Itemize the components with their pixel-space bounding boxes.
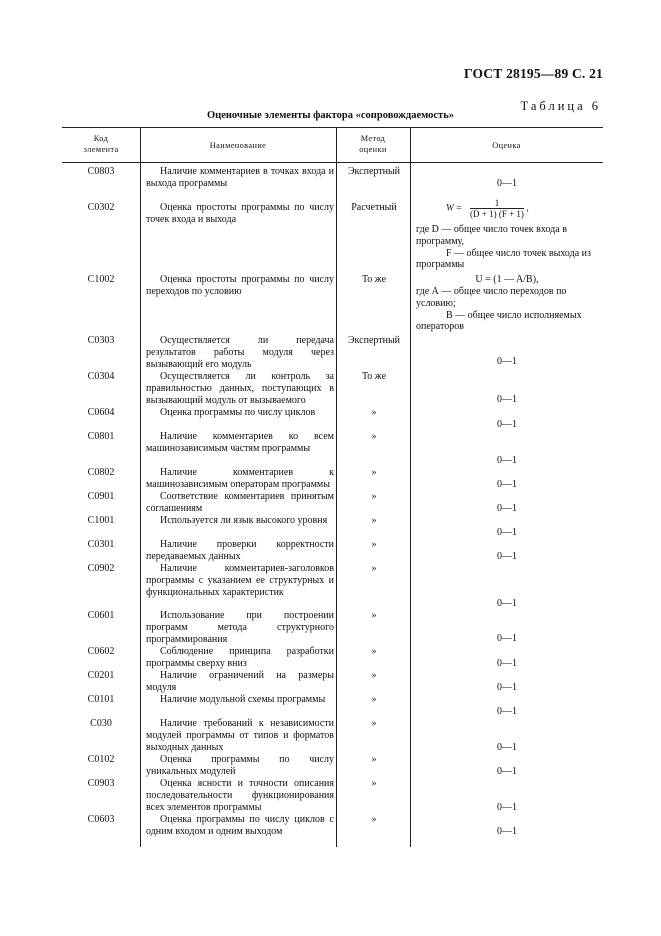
element-code: C0602 xyxy=(87,646,115,657)
element-method: Экспертный xyxy=(347,166,401,177)
element-name: Оценка ясности и точности описания последовательности функционирования всех элементов программы xyxy=(146,778,334,813)
element-score: 0—1 xyxy=(497,455,517,466)
element-code: C0301 xyxy=(87,539,115,550)
element-method: » xyxy=(371,718,377,729)
element-score: 0—1 xyxy=(497,503,517,514)
header-method-line2: оценки xyxy=(359,145,387,154)
element-name: Наличие проверки корректности передаваемых данных xyxy=(146,539,334,562)
header-score: Оценка xyxy=(492,141,521,150)
element-method: » xyxy=(371,610,377,621)
table-title: Оценочные элементы фактора «сопровождаемость» xyxy=(207,110,454,121)
element-method: » xyxy=(371,646,377,657)
element-method: То же xyxy=(361,274,387,285)
element-name: Оценка простоты программы по числу переходов по условию xyxy=(146,274,334,297)
element-method: » xyxy=(371,814,377,825)
element-code: C030 xyxy=(90,718,112,729)
element-code: C0302 xyxy=(87,202,115,213)
header-code xyxy=(62,133,140,155)
element-name: Соответствие комментариев принятым соглашениям xyxy=(146,491,334,514)
element-name: Соблюдение принципа разработки программы сверху вниз xyxy=(146,646,334,669)
element-code: C0101 xyxy=(87,694,115,705)
formula-denominator: (D + 1) (F + 1) xyxy=(470,209,524,219)
element-method: » xyxy=(371,754,377,765)
element-score: 0—1 xyxy=(497,766,517,777)
element-score: 0—1 xyxy=(497,419,517,430)
element-name: Оценка простоты программы по числу точек входа и выхода xyxy=(146,202,334,225)
element-name: Оценка программы по числу уникальных модулей xyxy=(146,754,334,777)
element-name: Наличие комментариев в точках входа и выхода программы xyxy=(146,166,334,189)
element-score: 0—1 xyxy=(497,394,517,405)
element-method: Экспертный xyxy=(347,335,401,346)
element-method: » xyxy=(371,515,377,526)
element-method: » xyxy=(371,694,377,705)
element-name: Наличие ограничений на размеры модуля xyxy=(146,670,334,693)
element-score: 0—1 xyxy=(497,356,517,367)
column-divider xyxy=(140,127,141,847)
element-score: 0—1 xyxy=(497,598,517,609)
element-code: C0102 xyxy=(87,754,115,765)
element-code: C0903 xyxy=(87,778,115,789)
element-name: Оценка программы по числу циклов с одним входом и одним выходом xyxy=(146,814,334,837)
element-score: 0—1 xyxy=(497,802,517,813)
element-code: C0201 xyxy=(87,670,115,681)
evaluation-table xyxy=(62,127,603,847)
element-name: Оценка программы по числу циклов xyxy=(160,407,316,418)
element-method: » xyxy=(371,563,377,574)
element-name: Осуществляется ли передача результатов работы модуля через вызывающий его модуль xyxy=(146,335,334,370)
formula-notes xyxy=(416,224,598,271)
element-name: Наличие требований к независимости модулей программы от типов и форматов выходных данных xyxy=(146,718,334,753)
formula-note: В — общее число исполняемых операторов xyxy=(416,309,582,333)
element-method: » xyxy=(371,407,377,418)
element-code: C1002 xyxy=(87,274,115,285)
element-code: C0902 xyxy=(87,563,115,574)
formula-fraction xyxy=(470,198,524,219)
formula-numerator: 1 xyxy=(470,198,524,209)
element-score: 0—1 xyxy=(497,479,517,490)
element-code: C1001 xyxy=(87,515,115,526)
element-code: C0802 xyxy=(87,467,115,478)
element-score: 0—1 xyxy=(497,658,517,669)
element-method: » xyxy=(371,431,377,442)
header-method xyxy=(336,133,410,155)
formula-eq: = xyxy=(456,203,462,214)
element-code: C0601 xyxy=(87,610,115,621)
header-code-line2: элемента xyxy=(83,145,119,154)
element-name: Наличие модульной схемы программы xyxy=(160,694,326,705)
element-code: C0603 xyxy=(87,814,115,825)
element-score: 0—1 xyxy=(497,178,517,189)
element-name: Использование при построении программ метода структурного программирования xyxy=(146,610,334,645)
element-name: Осуществляется ли контроль за правильностью данных, поступающих в вызывающий модуль от вызываемого xyxy=(146,371,334,406)
element-score: 0—1 xyxy=(497,742,517,753)
formula-note: F — общее число точек выхода из программы xyxy=(416,247,591,271)
element-method: » xyxy=(371,491,377,502)
header-name: Наименование xyxy=(209,141,267,150)
element-method: » xyxy=(371,778,377,789)
element-name: Наличие комментариев к машинозависимым операторам программы xyxy=(146,467,334,490)
header-code-line1: Код xyxy=(93,134,109,143)
header-method-line1: Метод xyxy=(360,134,386,143)
element-score: 0—1 xyxy=(497,527,517,538)
table-label: Таблица 6 xyxy=(520,99,601,113)
table-top-rule xyxy=(62,127,603,128)
formula-lhs: W xyxy=(446,203,454,214)
element-name: Наличие комментариев ко всем машинозависимым частям программы xyxy=(146,431,334,454)
element-method: » xyxy=(371,539,377,550)
element-code: C0604 xyxy=(87,407,115,418)
element-name: Наличие комментариев-заголовков программы с указанием ее структурных и функциональных характеристик xyxy=(146,563,334,598)
formula-note: где D — общее число точек входа в программу, xyxy=(416,224,567,247)
element-score: 0—1 xyxy=(497,706,517,717)
formula-note: где А — общее число переходов по условию; xyxy=(416,286,567,309)
element-code: C0901 xyxy=(87,491,115,502)
element-code: C0303 xyxy=(87,335,115,346)
element-method: То же xyxy=(361,371,387,382)
element-name: Используется ли язык высокого уровня xyxy=(160,515,328,526)
element-score: 0—1 xyxy=(497,826,517,837)
header-bottom-rule xyxy=(62,162,603,163)
column-divider xyxy=(410,127,411,847)
formula-u: U = (1 — A/B), xyxy=(475,274,539,285)
element-score: 0—1 xyxy=(497,682,517,693)
element-method: » xyxy=(371,467,377,478)
formula-tail: , xyxy=(526,203,529,214)
element-code: C0304 xyxy=(87,371,115,382)
formula-notes xyxy=(416,286,598,333)
element-score: 0—1 xyxy=(497,633,517,644)
element-code: C0803 xyxy=(87,166,115,177)
page-header: ГОСТ 28195—89 С. 21 xyxy=(464,66,603,81)
column-divider xyxy=(336,127,337,847)
element-code: C0801 xyxy=(87,431,115,442)
element-method: » xyxy=(371,670,377,681)
element-score: 0—1 xyxy=(497,551,517,562)
element-method: Расчетный xyxy=(351,202,397,213)
formula-w xyxy=(446,198,529,219)
